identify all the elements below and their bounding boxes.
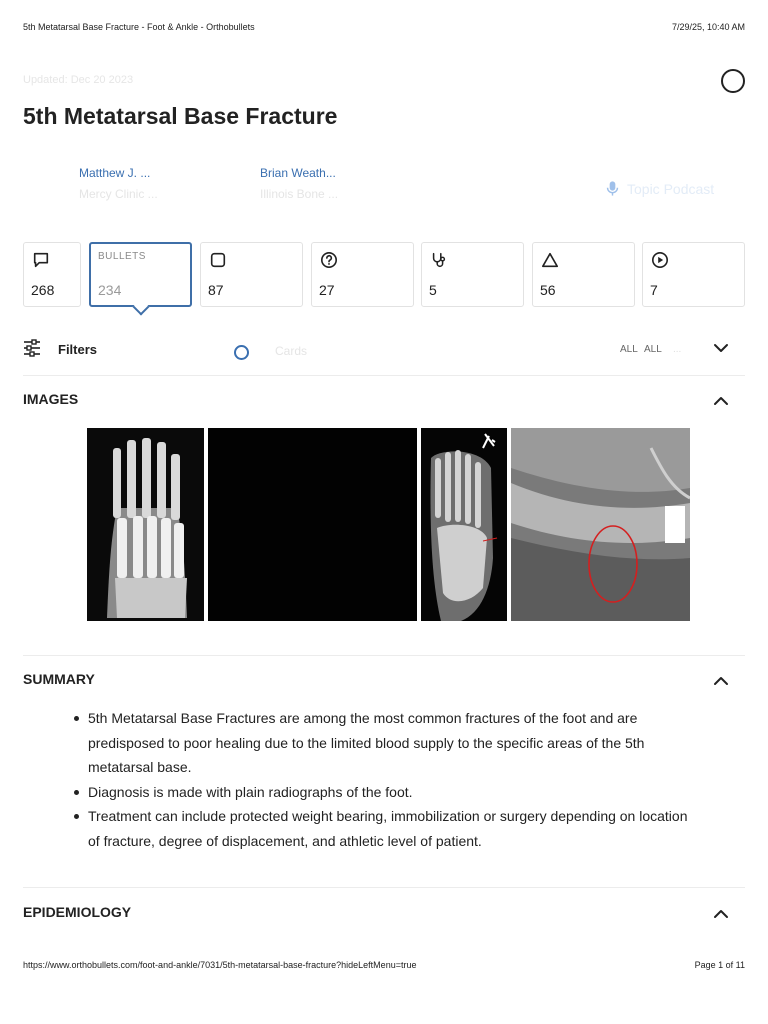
circle-button[interactable] bbox=[721, 69, 745, 93]
chevron-down-icon[interactable] bbox=[713, 342, 729, 354]
topic-podcast-button[interactable] bbox=[604, 180, 714, 197]
author-name[interactable]: Matthew J. ... bbox=[79, 166, 151, 180]
comment-icon bbox=[32, 251, 50, 269]
section-title: EPIDEMIOLOGY bbox=[23, 904, 132, 920]
summary-bullet: 5th Metatarsal Base Fractures are among the most common fractures of the foot and are predisposed to poor healing due to the limited blood supply to the specific areas of the 5th metatarsal base. bbox=[88, 706, 698, 780]
summary-list bbox=[88, 706, 698, 853]
xray-image-lateral-closeup[interactable] bbox=[511, 428, 690, 621]
summary-bullet: Diagnosis is made with plain radiographs of the foot. bbox=[88, 780, 698, 805]
card-cases[interactable] bbox=[421, 242, 524, 307]
author-1[interactable] bbox=[79, 166, 189, 201]
card-count: 27 bbox=[319, 282, 335, 298]
summary-bullet: Treatment can include protected weight bearing, immobilization or surgery depending on location of fracture, degree of displacement, and athletic level of patient. bbox=[88, 804, 698, 853]
section-title: SUMMARY bbox=[23, 671, 95, 687]
chevron-up-icon[interactable] bbox=[713, 395, 729, 407]
cards-radio[interactable] bbox=[234, 345, 249, 360]
sliders-icon[interactable] bbox=[23, 338, 41, 358]
card-label: BULLETS bbox=[98, 251, 146, 262]
print-header-title: 5th Metatarsal Base Fracture - Foot & Ankle - Orthobullets bbox=[23, 22, 255, 32]
play-circle-icon bbox=[651, 251, 669, 269]
stethoscope-icon bbox=[430, 251, 448, 269]
divider bbox=[23, 887, 745, 888]
card-videos[interactable] bbox=[642, 242, 745, 307]
print-footer-page: Page 1 of 11 bbox=[694, 960, 745, 970]
author-institution: Mercy Clinic ... bbox=[79, 187, 158, 201]
card-count: 87 bbox=[208, 282, 224, 298]
card-count: 234 bbox=[98, 282, 122, 298]
microphone-icon bbox=[604, 180, 621, 197]
card-comments[interactable] bbox=[23, 242, 81, 307]
active-pointer bbox=[133, 299, 150, 316]
updated-date: Updated: Dec 20 2023 bbox=[23, 74, 134, 86]
print-header bbox=[23, 22, 745, 34]
xray-image-dark[interactable] bbox=[208, 428, 417, 621]
section-summary-header[interactable] bbox=[23, 671, 745, 691]
podcast-label: Topic Podcast bbox=[627, 180, 715, 197]
author-name[interactable]: Brian Weath... bbox=[260, 166, 336, 180]
card-techniques[interactable] bbox=[532, 242, 635, 307]
print-header-date: 7/29/25, 10:40 AM bbox=[671, 22, 745, 32]
triangle-icon bbox=[541, 251, 559, 269]
card-count: 7 bbox=[650, 282, 658, 298]
page-title: 5th Metatarsal Base Fracture bbox=[23, 103, 338, 129]
chevron-up-icon[interactable] bbox=[713, 908, 729, 920]
author-2[interactable] bbox=[260, 166, 370, 201]
card-questions[interactable] bbox=[200, 242, 303, 307]
cards-label: Cards bbox=[275, 344, 308, 358]
print-footer-url: https://www.orthobullets.com/foot-and-ankle/7031/5th-metatarsal-base-fracture?hideLeftMenu=true bbox=[23, 960, 417, 970]
square-icon bbox=[209, 251, 227, 269]
author-institution: Illinois Bone ... bbox=[260, 187, 339, 201]
card-count: 56 bbox=[540, 282, 556, 298]
card-count: 5 bbox=[429, 282, 437, 298]
xray-image-oblique-foot[interactable] bbox=[421, 428, 507, 621]
filters-bar bbox=[23, 336, 745, 362]
section-images-header[interactable] bbox=[23, 391, 745, 411]
filter-more: ... bbox=[673, 344, 682, 355]
card-faq[interactable] bbox=[311, 242, 414, 307]
divider bbox=[23, 655, 745, 656]
chevron-up-icon[interactable] bbox=[713, 675, 729, 687]
divider bbox=[23, 375, 745, 376]
question-circle-icon bbox=[320, 251, 338, 269]
filter-all-1[interactable]: ALL bbox=[620, 344, 638, 355]
section-epidemiology-header[interactable] bbox=[23, 904, 745, 924]
section-title: IMAGES bbox=[23, 391, 79, 407]
filter-all-2[interactable]: ALL bbox=[644, 344, 662, 355]
card-bullets[interactable] bbox=[89, 242, 192, 307]
filters-label[interactable]: Filters bbox=[58, 342, 98, 357]
print-footer bbox=[23, 960, 745, 972]
card-count: 268 bbox=[31, 282, 55, 298]
xray-image-ap-foot[interactable] bbox=[87, 428, 204, 621]
